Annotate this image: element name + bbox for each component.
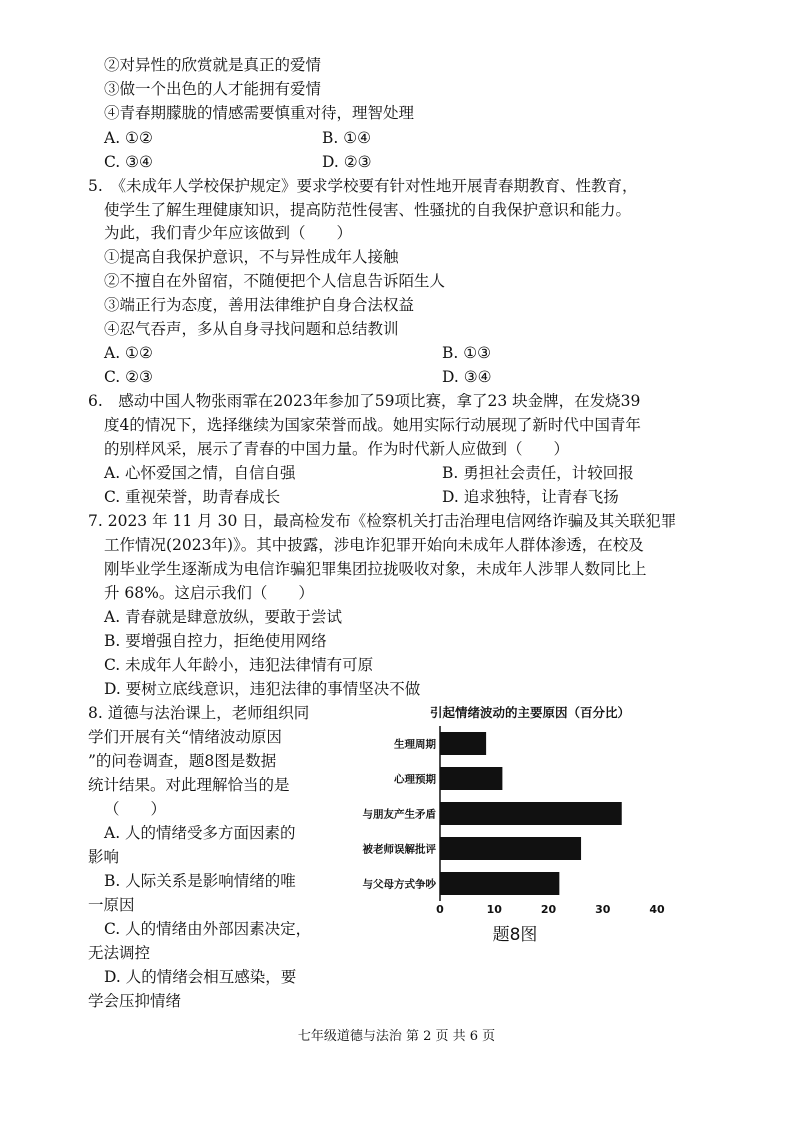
q5-option-d: D. ③④ bbox=[442, 368, 492, 386]
q7-stem-line-3: 刚毕业学生逐渐成为电信诈骗犯罪集团拉拢吸收对象，未成年人涉罪人数同比上 bbox=[104, 560, 647, 578]
chart-category-label: 与朋友产生矛盾 bbox=[362, 808, 436, 821]
chart-bar bbox=[440, 802, 622, 825]
q6-option-a: A. 心怀爱国之情，自信自强 bbox=[104, 464, 296, 482]
q8-option-b-line-1: B. 人际关系是影响情绪的唯 bbox=[104, 872, 296, 890]
chart-category-label: 生理周期 bbox=[394, 738, 436, 751]
q5-statement-4: ④忍气吞声，多从自身寻找问题和总结教训 bbox=[104, 320, 399, 338]
q5-statement-1: ①提高自我保护意识，不与异性成年人接触 bbox=[104, 248, 399, 266]
q8-option-c-line-1: C. 人的情绪由外部因素决定， bbox=[104, 920, 312, 938]
q7-option-a: A. 青春就是肆意放纵，要敢于尝试 bbox=[104, 608, 343, 626]
q8-stem-line-1: 8. 道德与法治课上，老师组织同 bbox=[88, 704, 310, 722]
chart-category-label: 心理预期 bbox=[394, 773, 436, 786]
q6-stem-line-3: 的别样风采，展示了青春的中国力量。作为时代新人应做到（ ） bbox=[104, 440, 570, 458]
q4-statement-2: ②对异性的欣赏就是真正的爱情 bbox=[104, 56, 322, 74]
chart-x-tick-label: 30 bbox=[595, 903, 611, 916]
q6-option-d: D. 追求独特，让青春飞扬 bbox=[442, 488, 619, 506]
q7-option-d: D. 要树立底线意识，违犯法律的事情坚决不做 bbox=[104, 680, 421, 698]
chart-title: 引起情绪波动的主要原因（百分比） bbox=[429, 705, 631, 720]
chart-x-tick-label: 40 bbox=[649, 903, 665, 916]
chart-bar bbox=[440, 732, 486, 755]
q6-stem-line-1: 6. 感动中国人物张雨霏在2023年参加了59项比赛，拿了23 块金牌，在发烧39 bbox=[88, 392, 641, 410]
q4-statement-3: ③做一个出色的人才能拥有爱情 bbox=[104, 80, 322, 98]
q7-stem-line-1: 7. 2023 年 11 月 30 日，最高检发布《检察机关打击治理电信网络诈骗及其关联犯罪 bbox=[88, 512, 677, 530]
q5-option-a: A. ①② bbox=[104, 344, 153, 362]
q7-stem-line-2: 工作情况(2023年)》。其中披露，涉电诈犯罪开始向未成年人群体渗透，在校及 bbox=[104, 536, 644, 554]
q8-stem-line-4: 统计结果。对此理解恰当的是 bbox=[88, 776, 290, 794]
q5-option-c: C. ②③ bbox=[104, 368, 153, 386]
q7-option-b: B. 要增强自控力，拒绝使用网络 bbox=[104, 632, 327, 650]
q8-option-a-line-2: 影响 bbox=[88, 848, 120, 866]
q8-stem-line-5: （ ） bbox=[104, 800, 167, 818]
q5-stem-line-3: 为此，我们青少年应该做到（ ） bbox=[104, 224, 353, 242]
q4-statement-4: ④青春期朦胧的情感需要慎重对待，理智处理 bbox=[104, 104, 415, 122]
q8-option-a-line-1: A. 人的情绪受多方面因素的 bbox=[104, 824, 296, 842]
chart-bar bbox=[440, 837, 581, 860]
figure-caption: 题8图 bbox=[492, 925, 538, 945]
chart-x-tick-label: 0 bbox=[436, 903, 444, 916]
q5-option-b: B. ①③ bbox=[442, 344, 492, 362]
q4-option-d: D. ②③ bbox=[322, 153, 372, 171]
q6-stem-line-2: 度4的情况下，选择继续为国家荣誉而战。她用实际行动展现了新时代中国青年 bbox=[104, 416, 641, 434]
q8-option-c-line-2: 无法调控 bbox=[88, 944, 151, 962]
q5-statement-3: ③端正行为态度，善用法律维护自身合法权益 bbox=[104, 296, 415, 314]
q7-option-c: C. 未成年人年龄小，违犯法律情有可原 bbox=[104, 656, 374, 674]
q6-option-b: B. 勇担社会责任，计较回报 bbox=[442, 464, 634, 482]
q8-option-b-line-2: 一原因 bbox=[88, 896, 135, 914]
q8-stem-line-3: ”的问卷调查，题8图是数据 bbox=[88, 752, 277, 770]
q5-stem-line-1: 5. 《未成年人学校保护规定》要求学校要有针对性地开展青春期教育、性教育， bbox=[88, 177, 638, 195]
q4-option-b: B. ①④ bbox=[322, 129, 372, 147]
chart-x-tick-label: 20 bbox=[540, 903, 557, 916]
chart-x-tick-label: 10 bbox=[486, 903, 502, 916]
chart-bar bbox=[440, 767, 502, 790]
q5-statement-2: ②不擅自在外留宿，不随便把个人信息告诉陌生人 bbox=[104, 272, 446, 290]
chart-category-label: 被老师误解批评 bbox=[362, 843, 436, 856]
page-footer: 七年级道德与法治 第 2 页 共 6 页 bbox=[297, 1029, 496, 1044]
q8-stem-line-2: 学们开展有关“情绪波动原因 bbox=[88, 728, 282, 746]
q8-option-d-line-2: 学会压抑情绪 bbox=[88, 992, 182, 1010]
chart-bar bbox=[440, 872, 559, 895]
q4-option-c: C. ③④ bbox=[104, 153, 153, 171]
q4-option-a: A. ①② bbox=[104, 129, 153, 147]
emotion-causes-bar-chart bbox=[335, 700, 675, 950]
chart-category-label: 与父母方式争吵 bbox=[362, 878, 436, 891]
q8-option-d-line-1: D. 人的情绪会相互感染，要 bbox=[104, 968, 297, 986]
q6-option-c: C. 重视荣誉，助青春成长 bbox=[104, 488, 281, 506]
q7-stem-line-4: 升 68%。这启示我们（ ） bbox=[104, 584, 314, 602]
q5-stem-line-2: 使学生了解生理健康知识，提高防范性侵害、性骚扰的自我保护意识和能力。 bbox=[104, 201, 632, 219]
